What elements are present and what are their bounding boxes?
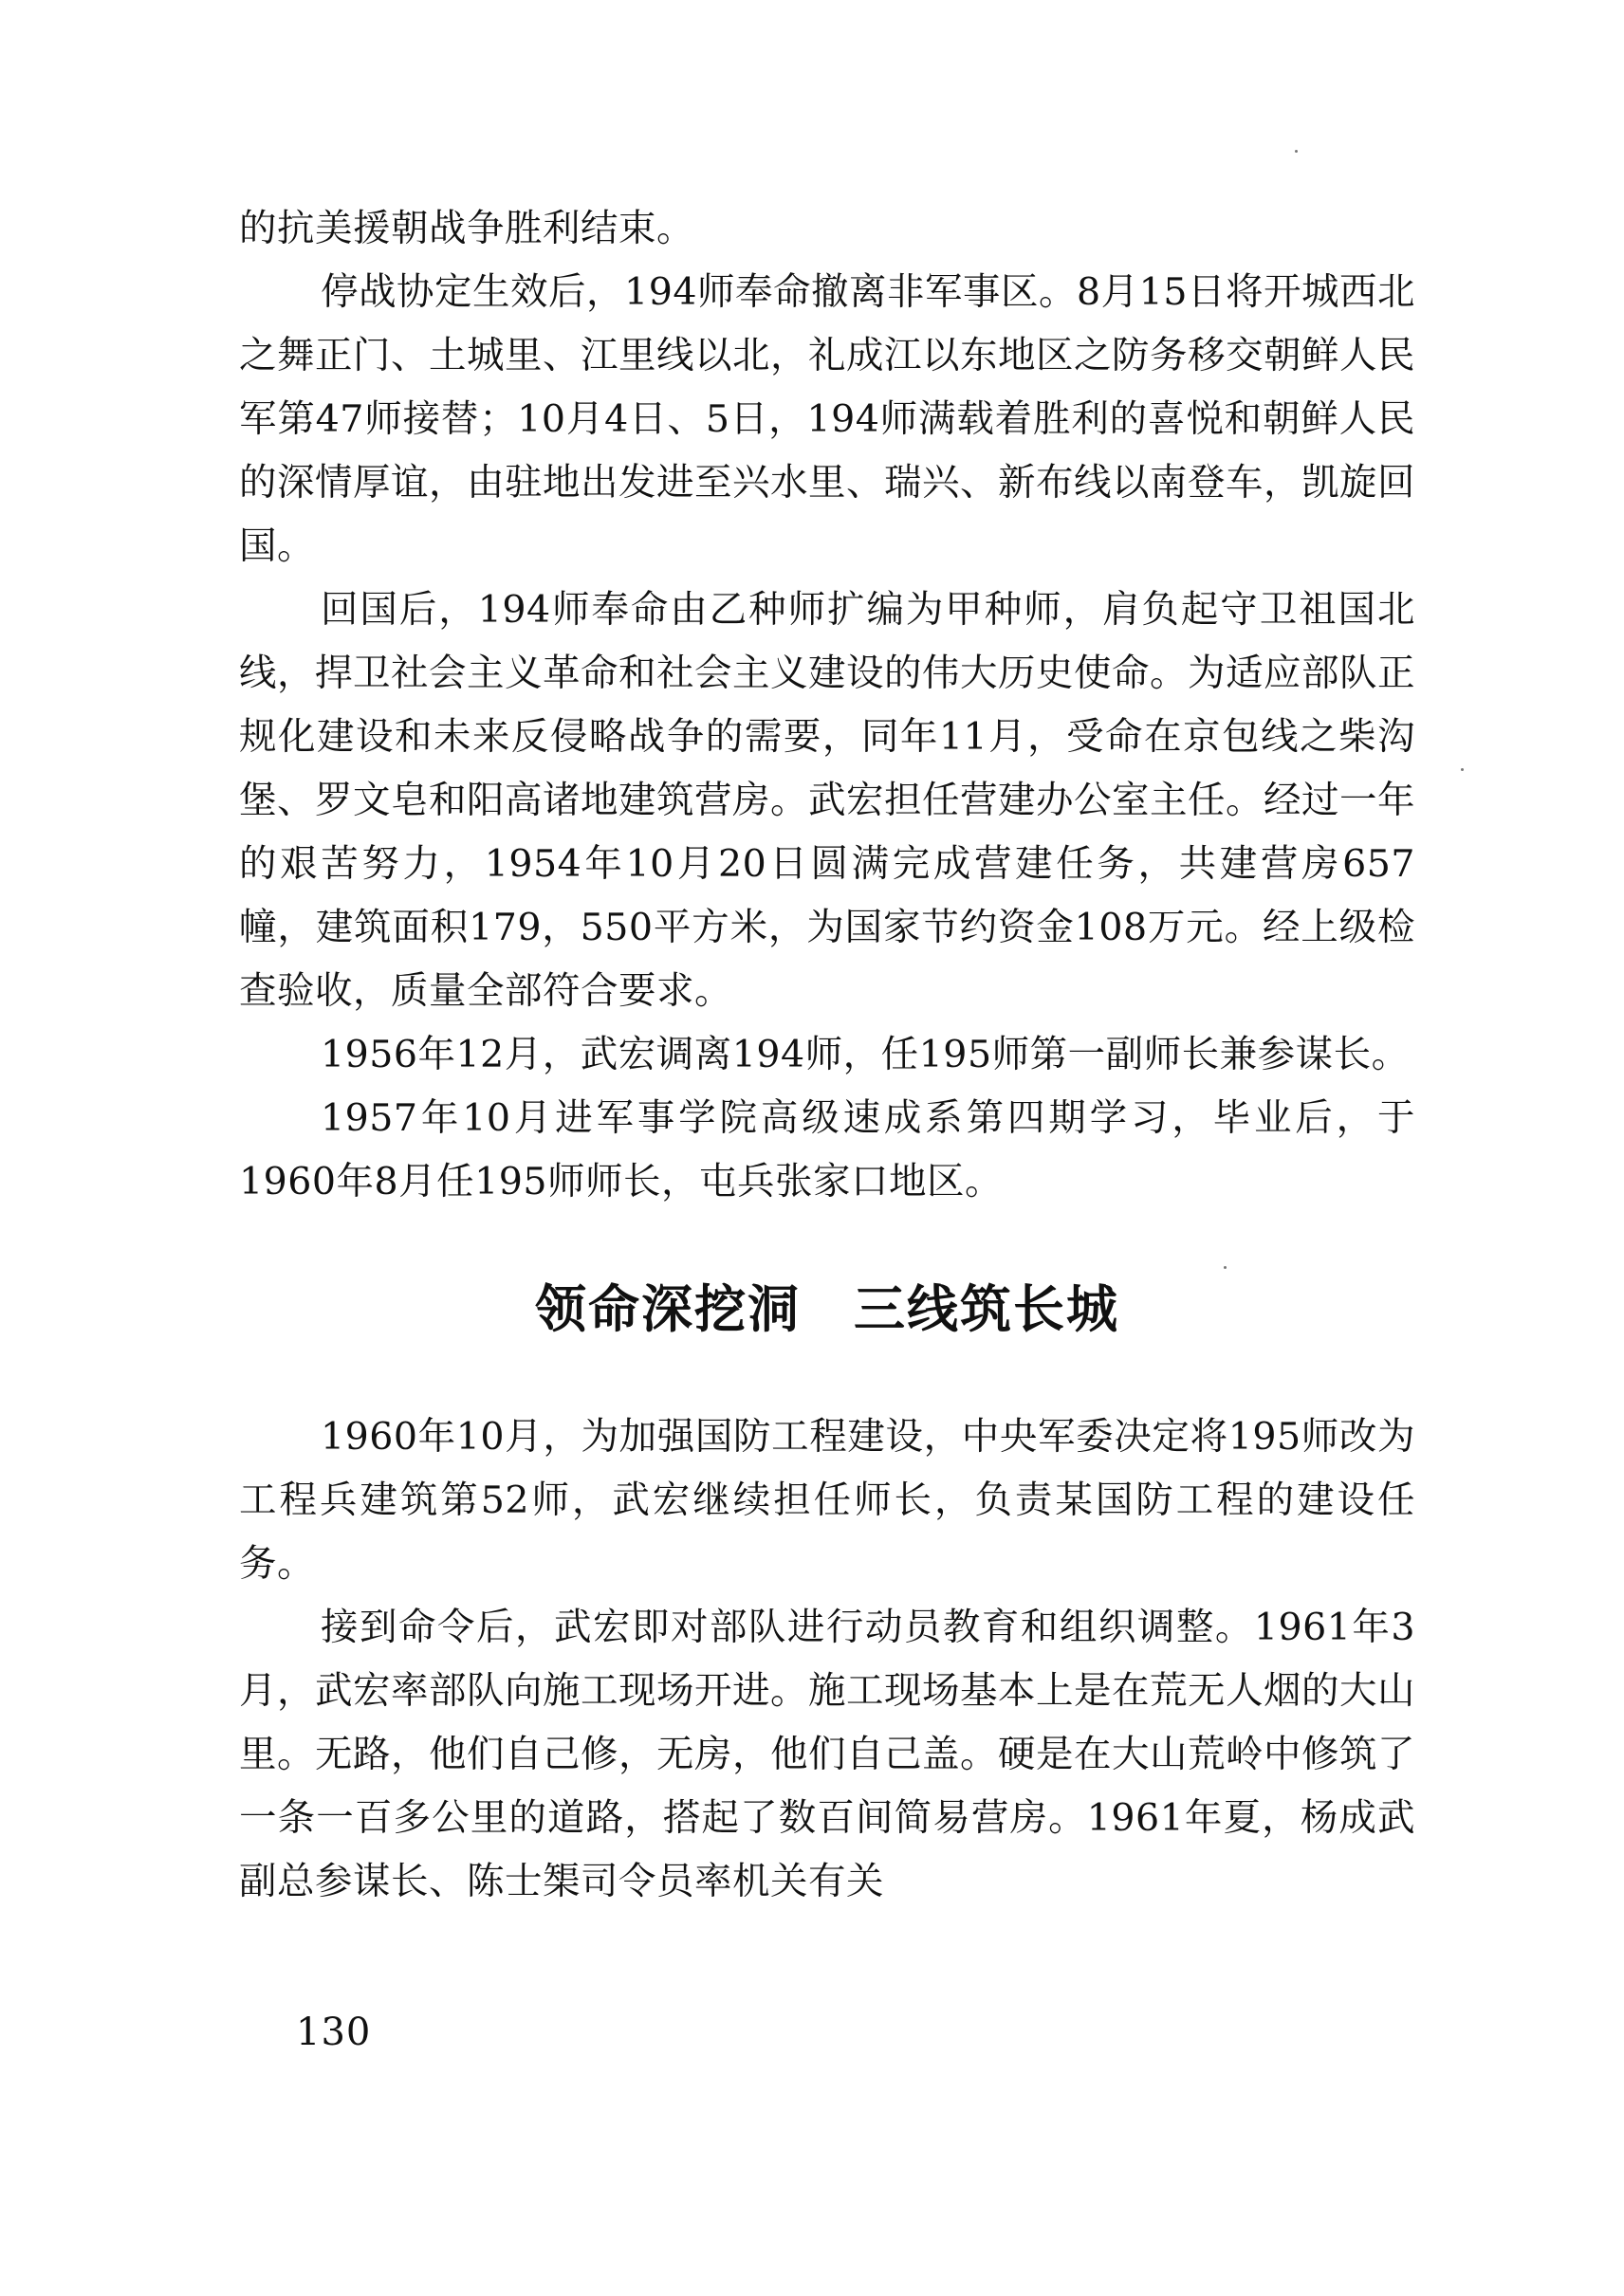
- paragraph-2: 停战协定生效后，194师奉命撤离非军事区。8月15日将开城西北之舞正门、土城里、江里线以北，礼成江以东地区之防务移交朝鲜人民军第47师接替；10月4日、5日，194师满载着胜利的喜悦和朝鲜人民的深情厚谊，由驻地出发进至兴水里、瑞兴、新布线以南登车，凯旋回国。: [239, 270, 1415, 568]
- paragraph-7: 接到命令后，武宏即对部队进行动员教育和组织调整。1961年3月，武宏率部队向施工现场开进。施工现场基本上是在荒无人烟的大山里。无路，他们自己修，无房，他们自己盖。硬是在大山荒岭中修筑了一条一百多公里的道路，搭起了数百间简易营房。1961年夏，杨成武副总参谋长、陈士榘司令员率机关有关: [239, 1606, 1415, 1903]
- body-text: [239, 197, 1415, 1914]
- page-number: 130: [296, 2011, 372, 2054]
- section-heading-wrap: [239, 1277, 1415, 1343]
- paragraph-1: 的抗美援朝战争胜利结束。: [239, 207, 694, 250]
- scan-speck: [1461, 768, 1464, 771]
- scan-speck: [1295, 150, 1298, 153]
- section-title: 领命深挖洞 三线筑长城: [535, 1279, 1119, 1339]
- paragraph-6: 1960年10月，为加强国防工程建设，中央军委决定将195师改为工程兵建筑第52师，武宏继续担任师长，负责某国防工程的建设任务。: [239, 1415, 1415, 1586]
- paragraph-3: 回国后，194师奉命由乙种师扩编为甲种师，肩负起守卫祖国北线，捍卫社会主义革命和社会主义建设的伟大历史使命。为适应部队正规化建设和未来反侵略战争的需要，同年11月，受命在京包线之柴沟堡、罗文皂和阳高诸地建筑营房。武宏担任营建办公室主任。经过一年的艰苦努力，1954年10月20日圆满完成营建任务，共建营房657幢，建筑面积179，550平方米，为国家节约资金108万元。经上级检查验收，质量全部符合要求。: [239, 588, 1415, 1013]
- paragraph-4: 1956年12月，武宏调离194师，任195师第一副师长兼参谋长。: [321, 1033, 1410, 1076]
- paragraph-5: 1957年10月进军事学院高级速成系第四期学习，毕业后，于1960年8月任195师师长，屯兵张家口地区。: [239, 1096, 1415, 1203]
- scan-speck: [1224, 1266, 1227, 1269]
